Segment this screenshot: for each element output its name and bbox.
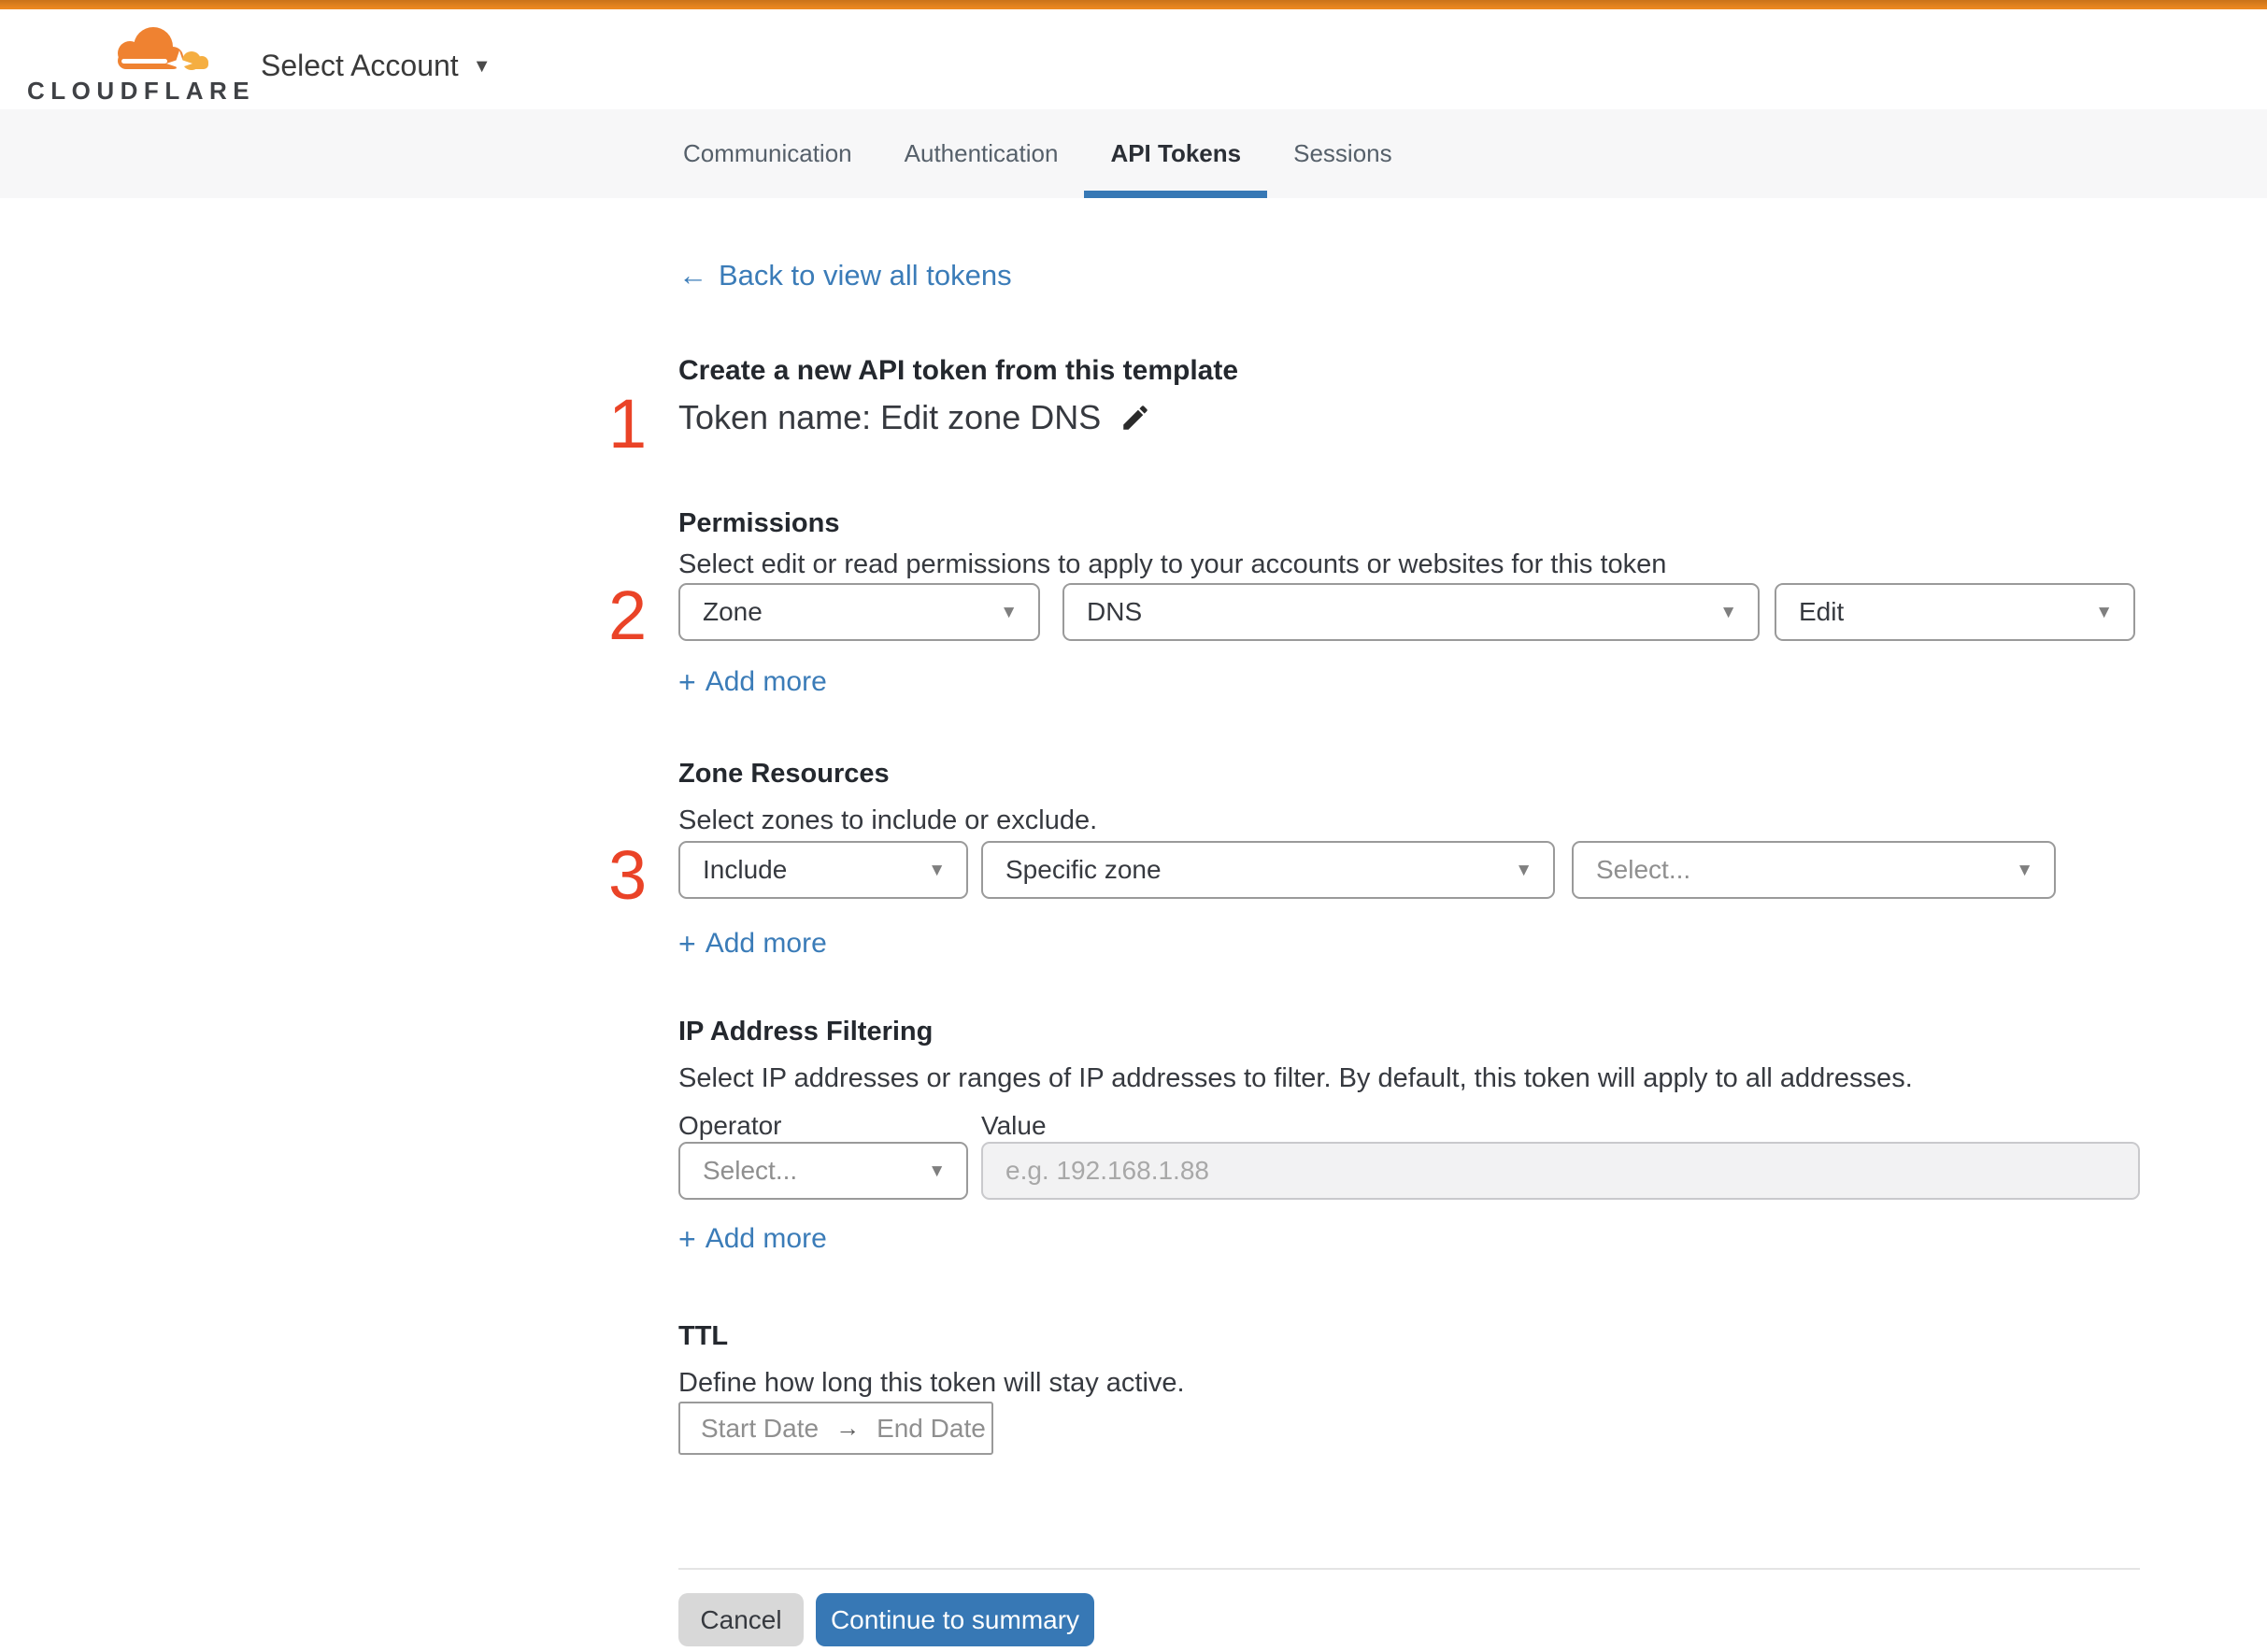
tab-label: Communication bbox=[683, 139, 852, 167]
zone-resources-description: Select zones to include or exclude. bbox=[678, 805, 1098, 835]
selected-value: Zone bbox=[703, 597, 763, 626]
form-actions bbox=[678, 1593, 2140, 1646]
account-selector-label: Select Account bbox=[261, 49, 459, 82]
back-link-label: Back to view all tokens bbox=[719, 259, 1012, 292]
tab-communication[interactable] bbox=[657, 109, 878, 198]
profile-tab-bar bbox=[0, 109, 2267, 198]
arrow-right-icon: → bbox=[835, 1414, 861, 1442]
operator-label: Operator bbox=[678, 1111, 782, 1140]
footer-divider bbox=[678, 1568, 2140, 1570]
chevron-down-icon: ▼ bbox=[2095, 602, 2113, 622]
page-title: Create a new API token from this template bbox=[678, 355, 1239, 386]
step-marker-1: 1 bbox=[608, 385, 648, 463]
token-name-text: Token name: Edit zone DNS bbox=[678, 398, 1102, 436]
selected-value: DNS bbox=[1087, 597, 1143, 626]
cloudflare-logo bbox=[27, 24, 256, 106]
placeholder-value: Select... bbox=[1596, 855, 1691, 884]
continue-to-summary-button[interactable]: Continue to summary bbox=[816, 1593, 1094, 1646]
ip-filtering-heading: IP Address Filtering bbox=[678, 1017, 934, 1047]
selected-value: Edit bbox=[1799, 597, 1845, 626]
ip-operator-select[interactable] bbox=[678, 1142, 968, 1200]
ip-value-input bbox=[981, 1142, 2140, 1200]
zone-resources-add-more-link[interactable] bbox=[678, 927, 827, 961]
zone-resources-heading: Zone Resources bbox=[678, 759, 890, 789]
zone-picker-select[interactable] bbox=[1572, 841, 2056, 899]
chevron-down-icon: ▼ bbox=[1515, 860, 1533, 880]
permission-scope-select[interactable] bbox=[678, 583, 1040, 641]
plus-icon: + bbox=[678, 665, 696, 699]
cancel-button[interactable]: Cancel bbox=[678, 1593, 804, 1646]
permission-resource-select[interactable] bbox=[1062, 583, 1760, 641]
ip-filtering-row bbox=[678, 1142, 2140, 1200]
token-name-line bbox=[678, 396, 1151, 439]
tab-label: Authentication bbox=[904, 139, 1059, 167]
end-date-placeholder: End Date bbox=[877, 1413, 986, 1443]
tabs bbox=[657, 109, 1419, 198]
chevron-down-icon: ▼ bbox=[928, 860, 946, 880]
permissions-heading: Permissions bbox=[678, 508, 840, 538]
permission-access-select[interactable] bbox=[1775, 583, 2135, 641]
ttl-date-range-picker[interactable] bbox=[678, 1402, 993, 1455]
zone-resources-row bbox=[678, 841, 2140, 899]
add-more-label: Add more bbox=[705, 928, 827, 959]
token-template-form bbox=[608, 198, 2140, 1646]
cloudflare-logo-text: CLOUDFLARE bbox=[27, 77, 256, 105]
tab-api-tokens[interactable] bbox=[1084, 109, 1267, 198]
add-more-label: Add more bbox=[705, 1223, 827, 1254]
selected-value: Include bbox=[703, 855, 788, 884]
tab-label: API Tokens bbox=[1110, 139, 1242, 167]
chevron-down-icon: ▼ bbox=[472, 55, 492, 77]
arrow-left-icon: ← bbox=[678, 259, 707, 292]
chevron-down-icon: ▼ bbox=[1719, 602, 1737, 622]
plus-icon: + bbox=[678, 1222, 696, 1256]
chevron-down-icon: ▼ bbox=[2016, 860, 2033, 880]
ip-field-labels bbox=[678, 1110, 2140, 1142]
permissions-row bbox=[678, 583, 2140, 641]
placeholder-value: Select... bbox=[703, 1156, 798, 1185]
step-marker-3: 3 bbox=[608, 836, 648, 914]
permissions-description: Select edit or read permissions to apply to your accounts or websites for this token bbox=[678, 549, 1667, 579]
ttl-description: Define how long this token will stay active. bbox=[678, 1368, 1185, 1398]
chevron-down-icon: ▼ bbox=[928, 1161, 946, 1181]
tab-authentication[interactable] bbox=[878, 109, 1085, 198]
ttl-heading: TTL bbox=[678, 1321, 729, 1351]
brand-top-bar bbox=[0, 0, 2267, 9]
tab-label: Sessions bbox=[1293, 139, 1392, 167]
active-tab-underline bbox=[1084, 191, 1267, 198]
app-header bbox=[0, 9, 2267, 109]
add-more-label: Add more bbox=[705, 666, 827, 697]
selected-value: Specific zone bbox=[1005, 855, 1162, 884]
back-to-tokens-link[interactable] bbox=[678, 258, 1012, 293]
value-label: Value bbox=[981, 1111, 1047, 1140]
ip-filtering-description: Select IP addresses or ranges of IP addresses to filter. By default, this token will apply to all addresses. bbox=[678, 1063, 1913, 1093]
permissions-add-more-link[interactable] bbox=[678, 665, 827, 699]
account-selector-dropdown[interactable] bbox=[261, 49, 491, 83]
zone-mode-select[interactable] bbox=[678, 841, 968, 899]
start-date-placeholder: Start Date bbox=[701, 1413, 820, 1443]
step-marker-2: 2 bbox=[608, 577, 648, 654]
cloudflare-cloud-icon bbox=[27, 24, 214, 75]
plus-icon: + bbox=[678, 927, 696, 961]
chevron-down-icon: ▼ bbox=[1000, 602, 1018, 622]
tab-sessions[interactable] bbox=[1267, 109, 1419, 198]
ip-filtering-add-more-link[interactable] bbox=[678, 1222, 827, 1256]
zone-type-select[interactable] bbox=[981, 841, 1555, 899]
edit-pencil-icon[interactable] bbox=[1119, 402, 1151, 434]
